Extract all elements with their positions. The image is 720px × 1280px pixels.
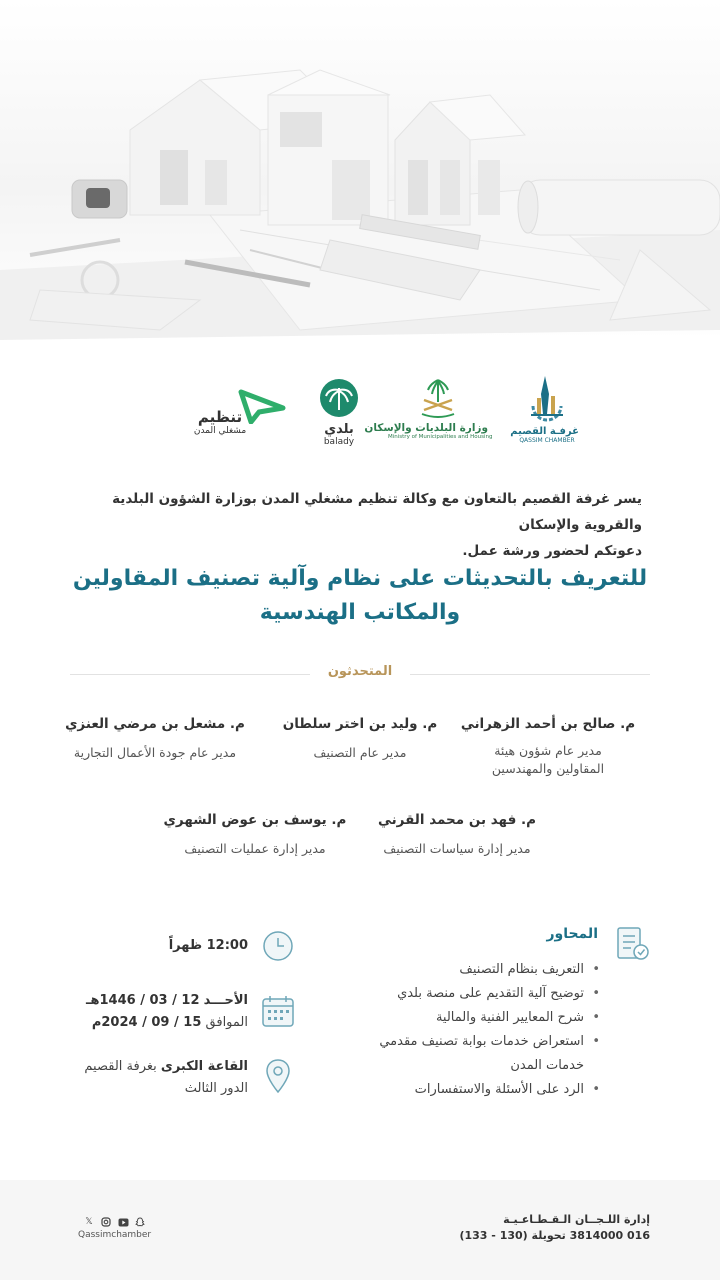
location-pin-icon	[265, 1058, 291, 1094]
footer-department: إدارة اللـجــان الـقـطـاعـيـة	[503, 1213, 650, 1226]
x-icon[interactable]: 𝕏	[85, 1217, 93, 1227]
clock-icon	[262, 930, 294, 962]
axes-title: المحاور	[546, 926, 598, 942]
speaker-card	[352, 812, 562, 858]
speakers-heading-row	[70, 664, 650, 684]
checklist-icon	[616, 926, 650, 962]
balady-subtitle: balady	[323, 437, 355, 447]
palm-tree-icon	[319, 378, 359, 418]
invitation-text	[62, 486, 642, 564]
calendar-icon	[261, 994, 295, 1028]
instagram-icon[interactable]	[100, 1216, 112, 1228]
event-venue	[84, 1056, 248, 1100]
venue-hall: القاعة الكبرى	[160, 1059, 248, 1074]
ministry-subtitle: Ministry of Municipalities and Housing	[388, 434, 493, 440]
axes-list	[350, 958, 600, 1102]
workshop-headline	[60, 562, 660, 630]
ministry-title: وزارة البلديات والإسكان	[364, 422, 488, 434]
speaker-role: مدير إدارة عمليات التصنيف	[184, 841, 326, 856]
list-item: • التعريف بنظام التصنيف	[459, 962, 600, 977]
speaker-role: مدير عام جودة الأعمال التجارية	[73, 745, 237, 760]
list-item: • توضيح آلية التقديم على منصة بلدي	[397, 986, 600, 1001]
footer	[0, 1180, 720, 1280]
hijri-label: الأحـــد	[203, 993, 248, 1008]
invitation-line-1: يسر غرفة القصيم بالتعاون مع وكالة تنظيم مشغلي المدن بوزارة الشؤون البلدية والقروية والإسكان	[112, 491, 642, 533]
tanzeem-title: تنظيم	[197, 408, 243, 426]
hero-illustration	[0, 0, 720, 340]
gregorian-date: 15 / 09 / 2024م	[91, 1015, 202, 1030]
speaker-card	[255, 716, 465, 762]
headline-line-1: للتعريف بالتحديثات على نظام وآلية تصنيف المقاولين	[72, 566, 648, 591]
invitation-line-2: دعوتكم لحضور ورشة عمل.	[462, 543, 642, 559]
speaker-role: مدير إدارة سياسات التصنيف	[383, 841, 531, 856]
speaker-card	[50, 716, 260, 762]
balady-title: بلدي	[324, 422, 354, 437]
speaker-name: م. وليد بن اختر سلطان	[282, 716, 438, 732]
social-handle[interactable]: Qassimchamber	[78, 1230, 152, 1240]
speaker-card	[458, 716, 638, 778]
list-item: • الرد على الأسئلة والاستفسارات	[414, 1082, 600, 1097]
youtube-icon[interactable]	[117, 1216, 129, 1228]
list-item: • استعراض خدمات بوابة تصنيف مقدمي خدمات المدن	[379, 1034, 600, 1073]
balady-logo	[315, 378, 363, 447]
speaker-name: م. فهد بن محمد القرني	[377, 812, 537, 828]
speaker-role: مدير عام شؤون هيئة المقاولين والمهندسين	[491, 743, 605, 776]
footer-phone: 016 3814000 تحويلة (130 - 133)	[459, 1229, 650, 1242]
headline-line-2: والمكاتب الهندسية	[259, 600, 461, 625]
event-date	[86, 990, 248, 1034]
venue-floor: الدور الثالث	[184, 1081, 248, 1096]
qassim-chamber-logo	[510, 374, 579, 444]
chamber-subtitle: QASSIM CHAMBER	[519, 437, 575, 444]
social-links	[78, 1216, 151, 1240]
hijri-date: 12 / 03 / 1446هـ	[86, 993, 200, 1008]
footer-contact	[459, 1212, 650, 1244]
gregorian-label: الموافق	[205, 1015, 248, 1030]
speaker-name: م. صالح بن أحمد الزهراني	[460, 716, 636, 732]
ministry-emblem-icon	[416, 376, 460, 420]
event-time: 12:00 ظهراً	[168, 938, 248, 953]
speaker-name: م. يوسف بن عوض الشهري	[163, 812, 347, 828]
speakers-title: المتحدثون	[327, 664, 393, 679]
chamber-title: غرفـة القصيم	[510, 426, 579, 437]
venue-place: بغرفة القصيم	[84, 1059, 157, 1074]
speaker-name: م. مشعل بن مرضي العنزي	[65, 716, 245, 732]
ministry-logo	[364, 376, 493, 440]
chamber-tower-icon	[525, 374, 569, 426]
list-item: • شرح المعايير الفنية والمالية	[435, 1010, 600, 1025]
speaker-card	[150, 812, 360, 858]
speaker-role: مدير عام التصنيف	[313, 745, 407, 760]
partner-logos	[0, 370, 720, 460]
tanzeem-subtitle: مشغلي المدن	[193, 426, 247, 436]
snapchat-icon[interactable]	[134, 1216, 146, 1228]
architecture-model-image	[0, 0, 720, 340]
